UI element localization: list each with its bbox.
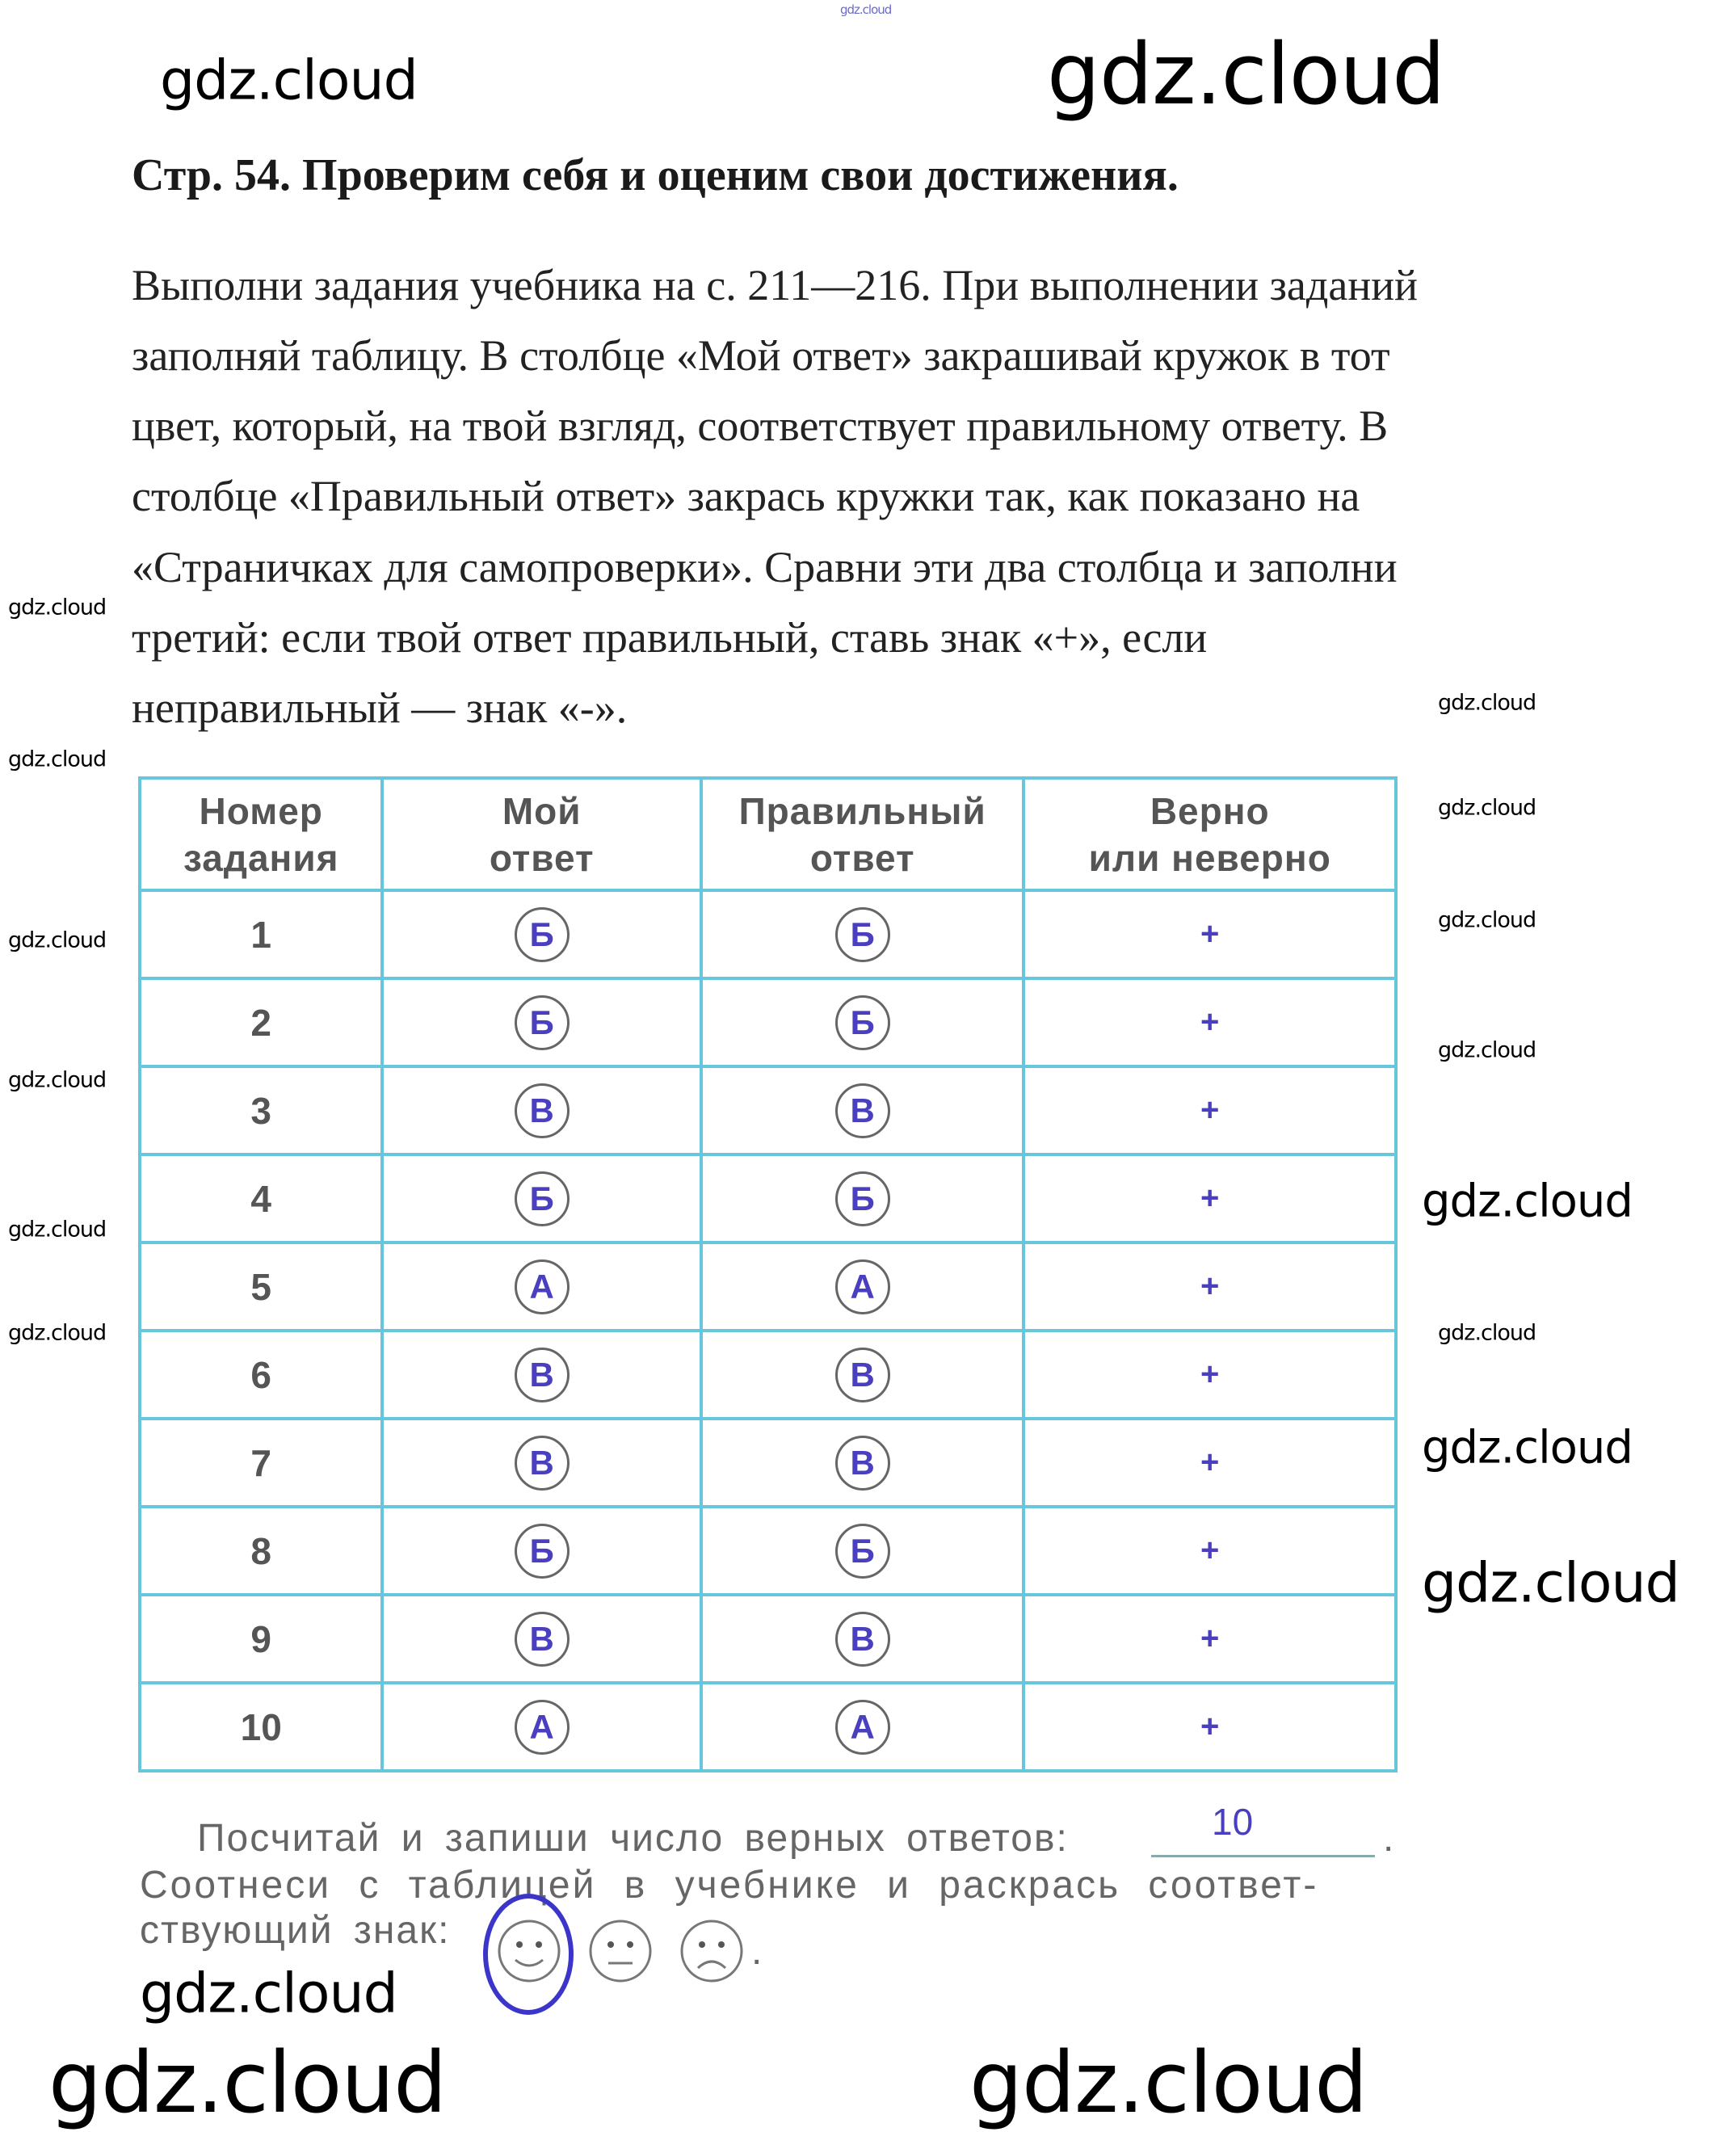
my-answer-cell[interactable] bbox=[382, 978, 701, 1066]
my-answer-cell[interactable] bbox=[382, 1066, 701, 1154]
correct-answer-circle[interactable]: Б bbox=[835, 1524, 890, 1579]
table-row bbox=[140, 1595, 1396, 1683]
selected-smiley-ring bbox=[483, 1894, 574, 2015]
my-answer-circle[interactable]: Б bbox=[515, 995, 570, 1050]
header-text: задания bbox=[183, 836, 339, 879]
task-number-cell bbox=[140, 1154, 382, 1243]
table-row bbox=[140, 1066, 1396, 1154]
task-number-cell bbox=[140, 1507, 382, 1595]
count-answer[interactable]: 10 bbox=[1212, 1801, 1254, 1843]
task-number: 1 bbox=[250, 913, 271, 956]
instruction-line: третий: если твой ответ правильный, ставь знак «+», если bbox=[132, 613, 1208, 662]
task-number: 4 bbox=[250, 1177, 271, 1220]
task-number-cell bbox=[140, 1419, 382, 1507]
watermark: gdz.cloud bbox=[160, 48, 418, 113]
table-row bbox=[140, 1243, 1396, 1331]
correct-answer-circle[interactable]: В bbox=[835, 1348, 890, 1402]
verdict-mark: + bbox=[1200, 1356, 1220, 1392]
watermark: gdz.cloud bbox=[1422, 1175, 1633, 1228]
my-answer-circle[interactable]: В bbox=[515, 1436, 570, 1491]
watermark: gdz.cloud bbox=[48, 2033, 447, 2132]
header-text: ответ bbox=[489, 836, 595, 879]
correct-answer-cell[interactable] bbox=[701, 1419, 1024, 1507]
task-number: 5 bbox=[250, 1265, 271, 1308]
instruction-line: столбце «Правильный ответ» закрась кружки так, как показано на bbox=[132, 472, 1360, 520]
my-answer-circle[interactable]: А bbox=[515, 1700, 570, 1755]
watermark: gdz.cloud bbox=[1438, 795, 1536, 821]
my-answer-circle[interactable]: В bbox=[515, 1348, 570, 1402]
instruction-line: неправильный — знак «-». bbox=[132, 683, 628, 732]
table-row bbox=[140, 1507, 1396, 1595]
period: . bbox=[751, 1930, 764, 1973]
correct-answer-cell[interactable] bbox=[701, 1154, 1024, 1243]
my-answer-circle[interactable]: В bbox=[515, 1083, 570, 1138]
task-number-cell bbox=[140, 1331, 382, 1419]
instruction-line: цвет, который, на твой взгляд, соответствует правильному ответу. В bbox=[132, 402, 1389, 450]
compare-prompt-cont: ствующий знак: bbox=[140, 1909, 451, 1952]
correct-answer-cell[interactable] bbox=[701, 1066, 1024, 1154]
verdict-cell[interactable] bbox=[1024, 1154, 1396, 1243]
header-text: Номер bbox=[199, 789, 323, 832]
task-number-cell bbox=[140, 978, 382, 1066]
task-number-cell bbox=[140, 890, 382, 978]
verdict-mark: + bbox=[1200, 1533, 1220, 1568]
instruction-line: заполняй таблицу. В столбце «Мой ответ» закрашивай кружок в тот bbox=[132, 331, 1390, 380]
correct-answer-cell[interactable] bbox=[701, 890, 1024, 978]
correct-answer-circle[interactable]: А bbox=[835, 1700, 890, 1755]
my-answer-circle[interactable]: В bbox=[515, 1612, 570, 1667]
task-number: 2 bbox=[250, 1001, 271, 1044]
verdict-cell[interactable] bbox=[1024, 890, 1396, 978]
table-header-row bbox=[140, 778, 1396, 890]
my-answer-cell[interactable] bbox=[382, 1507, 701, 1595]
correct-answer-cell[interactable] bbox=[701, 1507, 1024, 1595]
answers-table bbox=[138, 776, 1398, 1772]
verdict-mark: + bbox=[1200, 1268, 1220, 1304]
task-number: 3 bbox=[250, 1089, 271, 1132]
verdict-cell[interactable] bbox=[1024, 1683, 1396, 1771]
verdict-cell[interactable] bbox=[1024, 1066, 1396, 1154]
task-number: 8 bbox=[250, 1529, 271, 1572]
table-row bbox=[140, 1154, 1396, 1243]
task-number-cell bbox=[140, 1066, 382, 1154]
compare-prompt: Соотнеси с таблицей в учебнике и раскрась соответ- bbox=[140, 1864, 1319, 1907]
task-number: 10 bbox=[240, 1705, 282, 1748]
verdict-mark: + bbox=[1200, 1621, 1220, 1656]
my-answer-cell[interactable] bbox=[382, 1331, 701, 1419]
table-row bbox=[140, 1683, 1396, 1771]
correct-answer-circle[interactable]: А bbox=[835, 1259, 890, 1314]
watermark: gdz.cloud bbox=[1047, 25, 1445, 124]
table-row bbox=[140, 1419, 1396, 1507]
my-answer-circle[interactable]: А bbox=[515, 1259, 570, 1314]
watermark: gdz.cloud bbox=[1438, 1037, 1536, 1063]
my-answer-cell[interactable] bbox=[382, 1683, 701, 1771]
task-number: 7 bbox=[250, 1441, 271, 1484]
header-text: Верно bbox=[1150, 789, 1270, 832]
verdict-mark: + bbox=[1200, 1180, 1220, 1216]
page-title: Стр. 54. Проверим себя и оценим свои достижения. bbox=[132, 150, 1179, 200]
verdict-mark: + bbox=[1200, 1444, 1220, 1480]
correct-answer-circle[interactable]: В bbox=[835, 1083, 890, 1138]
my-answer-circle[interactable]: Б bbox=[515, 907, 570, 962]
watermark: gdz.cloud bbox=[1422, 1421, 1633, 1474]
correct-answer-circle[interactable]: Б bbox=[835, 995, 890, 1050]
task-number: 6 bbox=[250, 1353, 271, 1396]
watermark: gdz.cloud bbox=[8, 1217, 107, 1243]
table-row bbox=[140, 890, 1396, 978]
verdict-cell[interactable] bbox=[1024, 1331, 1396, 1419]
task-number-cell bbox=[140, 1683, 382, 1771]
header-my-answer bbox=[382, 778, 701, 890]
verdict-cell[interactable] bbox=[1024, 1243, 1396, 1331]
header-right-or-wrong bbox=[1024, 778, 1396, 890]
watermark: gdz.cloud bbox=[8, 927, 107, 953]
watermark: gdz.cloud bbox=[1438, 907, 1536, 933]
instruction-line: Выполни задания учебника на с. 211—216. При выполнении заданий bbox=[132, 261, 1419, 309]
watermark: gdz.cloud bbox=[8, 746, 107, 772]
my-answer-cell[interactable] bbox=[382, 1595, 701, 1683]
header-text: Правильный bbox=[738, 789, 986, 832]
header-text: Мой bbox=[502, 789, 582, 832]
sad-face-icon[interactable] bbox=[679, 1918, 745, 1984]
correct-answer-circle[interactable]: Б bbox=[835, 1171, 890, 1226]
watermark: gdz.cloud bbox=[140, 1962, 397, 2026]
verdict-mark: + bbox=[1200, 1092, 1220, 1128]
correct-answer-cell[interactable] bbox=[701, 1243, 1024, 1331]
verdict-cell[interactable] bbox=[1024, 1595, 1396, 1683]
watermark: gdz.cloud bbox=[1422, 1551, 1679, 1616]
correct-answer-circle[interactable]: Б bbox=[835, 907, 890, 962]
table-row bbox=[140, 1331, 1396, 1419]
watermark: gdz.cloud bbox=[1438, 690, 1536, 716]
correct-answer-cell[interactable] bbox=[701, 1595, 1024, 1683]
task-number: 9 bbox=[250, 1617, 271, 1660]
correct-answer-cell[interactable] bbox=[701, 978, 1024, 1066]
watermark: gdz.cloud bbox=[969, 2033, 1368, 2132]
period: . bbox=[1383, 1817, 1396, 1860]
my-answer-cell[interactable] bbox=[382, 1419, 701, 1507]
watermark: gdz.cloud bbox=[1438, 1320, 1536, 1346]
watermark: gdz.cloud bbox=[840, 2, 892, 17]
header-task-number bbox=[140, 778, 382, 890]
verdict-cell[interactable] bbox=[1024, 978, 1396, 1066]
my-answer-circle[interactable]: Б bbox=[515, 1524, 570, 1579]
verdict-mark: + bbox=[1200, 1004, 1220, 1040]
header-text: или неверно bbox=[1088, 836, 1331, 879]
table-row bbox=[140, 978, 1396, 1066]
verdict-cell[interactable] bbox=[1024, 1507, 1396, 1595]
correct-answer-cell[interactable] bbox=[701, 1683, 1024, 1771]
my-answer-circle[interactable]: Б bbox=[515, 1171, 570, 1226]
correct-answer-circle[interactable]: В bbox=[835, 1436, 890, 1491]
verdict-mark: + bbox=[1200, 916, 1220, 952]
verdict-cell[interactable] bbox=[1024, 1419, 1396, 1507]
count-prompt: Посчитай и запиши число верных ответов: bbox=[197, 1817, 1069, 1860]
watermark: gdz.cloud bbox=[8, 1320, 107, 1346]
neutral-face-icon[interactable] bbox=[587, 1918, 654, 1984]
watermark: gdz.cloud bbox=[8, 1067, 107, 1093]
verdict-mark: + bbox=[1200, 1709, 1220, 1744]
my-answer-cell[interactable] bbox=[382, 1243, 701, 1331]
task-number-cell bbox=[140, 1243, 382, 1331]
my-answer-cell[interactable] bbox=[382, 1154, 701, 1243]
header-text: ответ bbox=[809, 836, 915, 879]
watermark: gdz.cloud bbox=[8, 595, 107, 620]
instruction-line: «Страничках для самопроверки». Сравни эти два столбца и заполни bbox=[132, 543, 1398, 591]
task-number-cell bbox=[140, 1595, 382, 1683]
my-answer-cell[interactable] bbox=[382, 890, 701, 978]
correct-answer-cell[interactable] bbox=[701, 1331, 1024, 1419]
correct-answer-circle[interactable]: В bbox=[835, 1612, 890, 1667]
answer-underline bbox=[1151, 1855, 1375, 1857]
header-correct-answer bbox=[701, 778, 1024, 890]
